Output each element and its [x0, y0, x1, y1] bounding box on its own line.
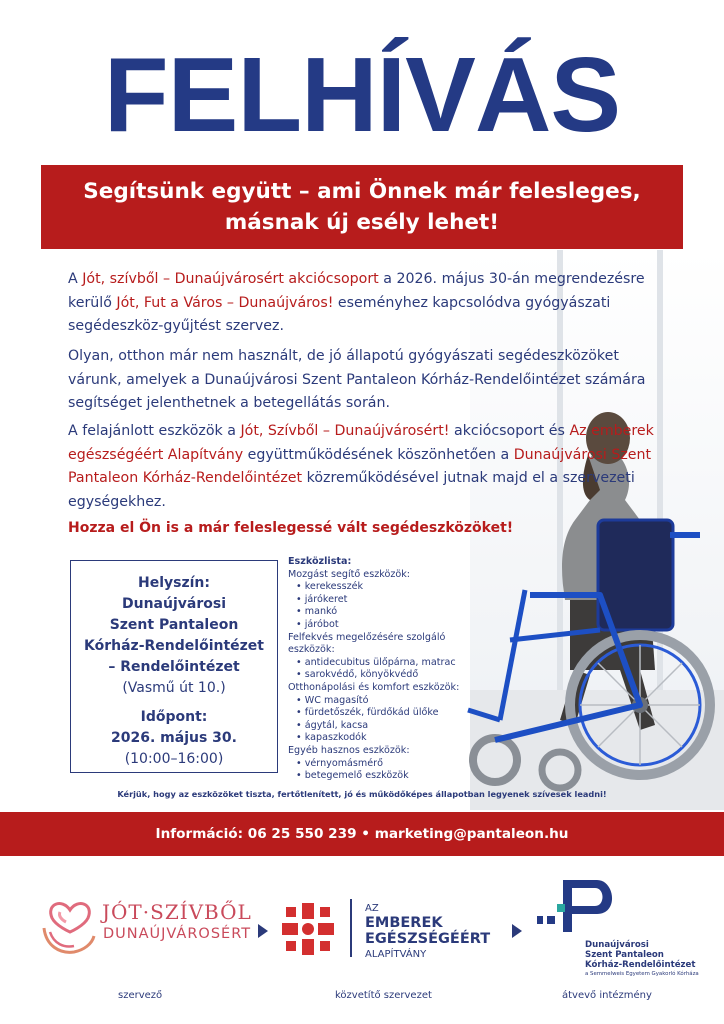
headline-banner: [41, 165, 683, 249]
intro-text-1: A: [68, 271, 83, 287]
action-group-name-2: Jót, Szívből – Dunaújvárosért!: [240, 423, 450, 439]
intro-text-2: a 2026. május 30-án megrendezésre kerülő: [68, 271, 645, 311]
location-line-3: Kórház-Rendelőintézet: [84, 638, 264, 654]
page-title: FELHÍVÁS: [103, 36, 621, 154]
logo3-line-1: Dunaújvárosi: [585, 940, 649, 950]
list-item: • ágytál, kacsa: [296, 719, 369, 731]
hospital-name: Dunaújvárosi Szent Pantaleon Kórház-Rendelőintézet: [68, 446, 652, 486]
pantaleon-p-icon: [535, 878, 625, 938]
list-item: • járóbot: [296, 618, 339, 630]
call-to-action: Hozza el Ön is a már feleslegessé vált segédeszközöket!: [68, 520, 514, 536]
banner-line-2: másnak új esély lehet!: [224, 210, 500, 235]
third-paragraph: [68, 420, 668, 514]
location-label: Helyszín:: [138, 575, 210, 591]
caption-recipient: átvevő intézmény: [562, 990, 652, 1001]
logo3-line-2: Szent Pantaleon: [585, 950, 664, 960]
intro-text-3: eseményhez kapcsolódva gyógyászati segédeszköz-gyűjtést szervez.: [68, 294, 611, 334]
action-group-name: Jót, szívből – Dunaújvárosért akciócsoport: [82, 271, 379, 287]
red-cross-icon: [280, 901, 336, 957]
arrow-right-icon: [258, 924, 268, 938]
list-item: • antidecubitus ülőpárna, matrac: [296, 656, 456, 668]
list-item: • vérnyomásmérő: [296, 757, 383, 769]
location-info-box: [70, 560, 278, 773]
arrow-right-icon: [512, 924, 522, 938]
list-item: • járókeret: [296, 593, 348, 605]
heart-hands-icon: [40, 892, 100, 958]
intro-paragraph: [68, 268, 668, 339]
list-item: • fürdetőszék, fürdőkád ülőke: [296, 707, 439, 719]
hospital-logo: [535, 878, 705, 978]
third-text-4: közreműködésével jutnak majd el a szervezeti egységekhez.: [68, 470, 635, 510]
foundation-name: Az emberek egészségéért Alapítvány: [68, 423, 654, 463]
event-time: (10:00–16:00): [124, 751, 224, 767]
list-item: • betegemelő eszközök: [296, 770, 409, 782]
third-text-1: A felajánlott eszközök a: [68, 423, 241, 439]
list-item: • mankó: [296, 606, 338, 618]
group-header-other: Egyéb hasznos eszközök:: [288, 744, 410, 756]
caption-organizer: szervező: [118, 990, 163, 1001]
event-name: Jót, Fut a Város – Dunaújváros!: [116, 294, 334, 311]
logo2-line-2: EGÉSZSÉGÉÉRT: [365, 931, 491, 947]
address: (Vasmű út 10.): [122, 680, 226, 696]
logo2-line-1: EMBEREK: [365, 915, 443, 931]
group-header-homecare: Otthonápolási és komfort eszközök:: [288, 681, 460, 693]
location-line-1: Dunaújvárosi: [122, 596, 226, 612]
logo2-small: AZ: [365, 903, 379, 914]
group-header-mobility: Mozgást segítő eszközök:: [288, 568, 411, 580]
group-header-pressure: Felfekvés megelőzésére szolgáló eszközök:: [288, 631, 446, 656]
jot-szivbol-logo: [40, 892, 250, 962]
foundation-logo: [280, 895, 500, 965]
equipment-list: [288, 556, 488, 783]
logo2-small-2: ALAPÍTVÁNY: [365, 949, 427, 960]
banner-line-1: Segítsünk együtt – ami Önnek már felesleges,: [83, 179, 641, 204]
third-text-3: együttműködésének köszönhetően a: [243, 446, 514, 463]
third-text-2: akciócsoport és: [449, 423, 570, 439]
location-line-2: Szent Pantaleon: [109, 617, 239, 633]
list-item: • kerekesszék: [296, 581, 364, 593]
location-line-4: – Rendelőintézet: [108, 659, 240, 675]
equipment-list-title: Eszközlista:: [288, 556, 352, 567]
caption-intermediary: közvetítő szervezet: [335, 990, 432, 1001]
list-item: • WC magasító: [296, 694, 369, 706]
logo1-line-2: DUNAÚJVÁROSÉRT: [103, 926, 252, 942]
date-label: Időpont:: [140, 709, 208, 725]
logo3-line-4: a Semmelweis Egyetem Gyakorló Kórháza: [585, 971, 699, 977]
logo-divider: [350, 899, 352, 957]
cleanliness-note: Kérjük, hogy az eszközöket tiszta, fertőtlenített, jó és működőképes állapotban legyenek szívesek leadni!: [117, 789, 607, 799]
list-item: • kapaszkodók: [296, 732, 367, 744]
contact-footer: Információ: 06 25 550 239 • marketing@pantaleon.hu: [0, 812, 724, 856]
logo1-line-1: JÓT·SZÍVBŐL: [102, 900, 252, 924]
list-item: • sarokvédő, könyökvédő: [296, 669, 419, 681]
event-date: 2026. május 30.: [111, 730, 237, 746]
logo3-line-3: Kórház-Rendelőintézet: [585, 960, 696, 970]
second-paragraph: Olyan, otthon már nem használt, de jó állapotú gyógyászati segédeszközöket várunk, amelyek a Dunaújvárosi Szent Pantaleon Kórház-Rendelőintézet számára segítséget jelenthetnek a betegellátás során.: [68, 348, 646, 411]
